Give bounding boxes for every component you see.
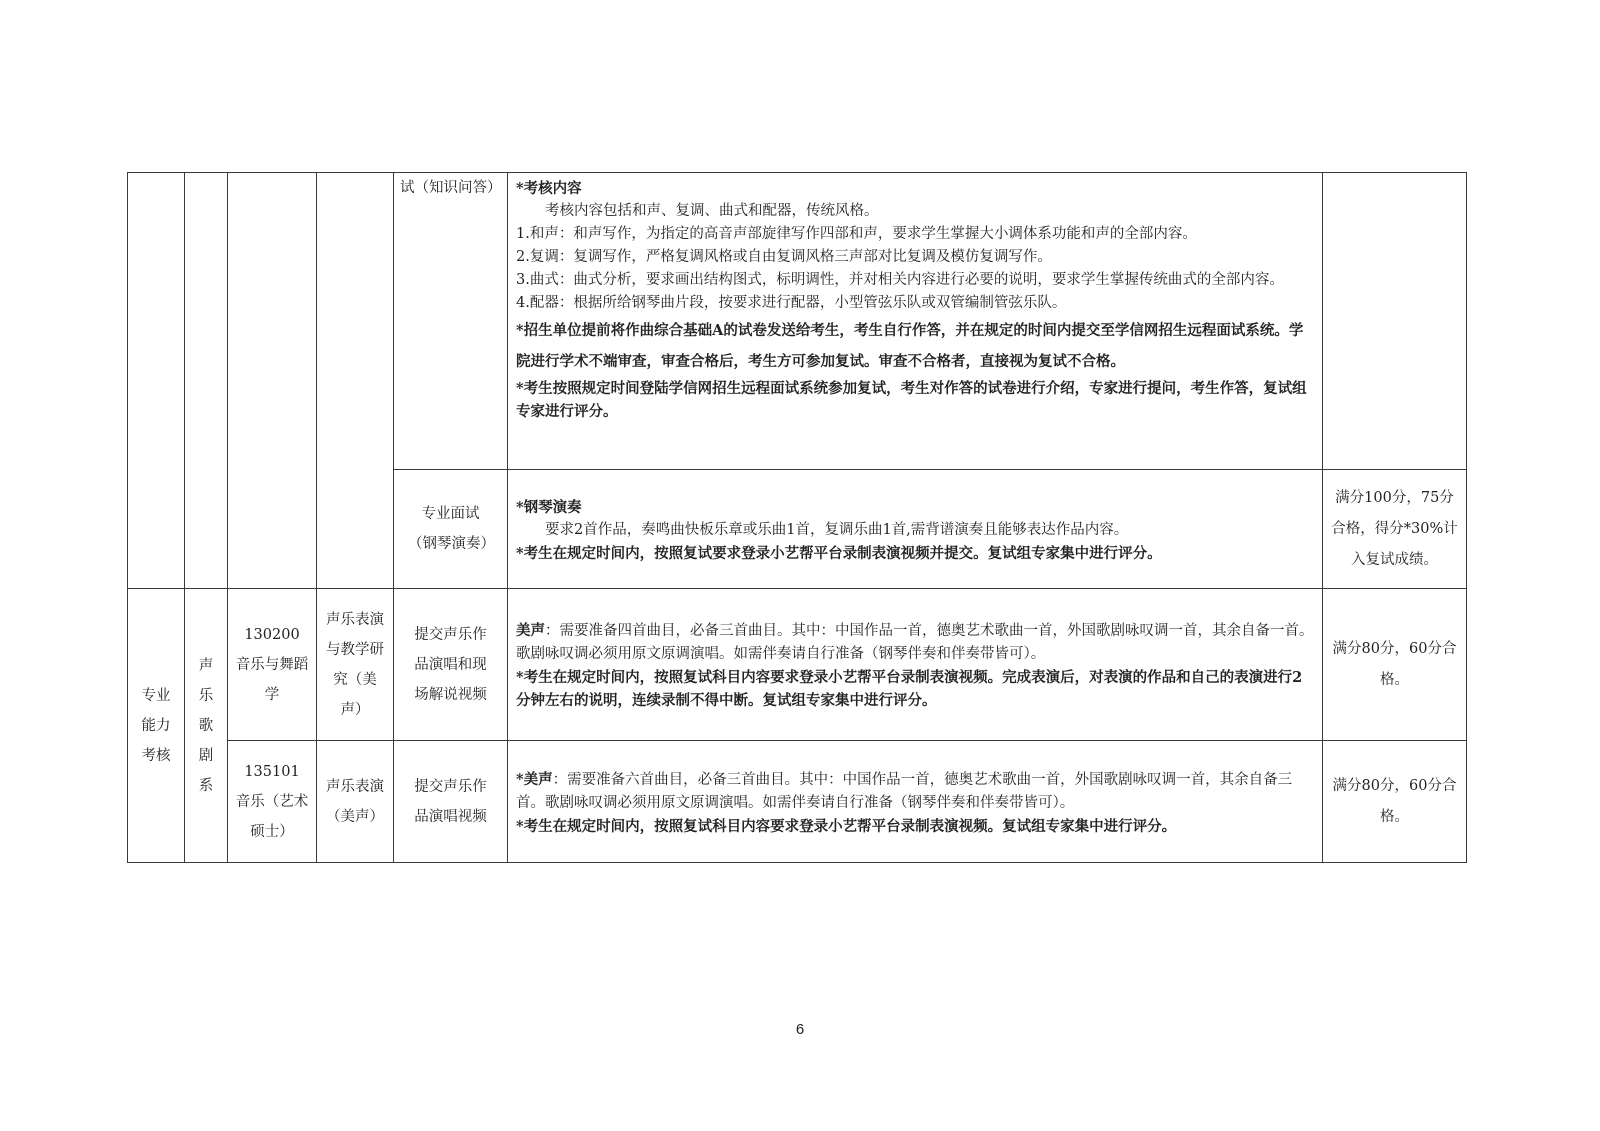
content-title: *考核内容 [516,180,582,197]
exam-name: 提交声乐作品演唱视频 [414,778,487,825]
admission-exam-table [127,172,1467,863]
note-paragraph: *考生在规定时间内，按照复试要求登录小艺帮平台录制表演视频并提交。复试组专家集中进行评分。 [516,544,1162,562]
note-paragraph: *招生单位提前将作曲综合基础A的试卷发送给考生，考生自行作答，并在规定的时间内提交至学信网招生远程面试系统。学院进行学术不端审查，审查合格后，考生方可参加复试。审查不合格者，直接视为复试不合格。 [516,322,1304,370]
table-row [128,173,1467,470]
exam-name: 试（知识问答） [400,180,502,196]
content-title: *钢琴演奏 [516,498,582,516]
major-code: 135101 [244,763,300,780]
category-label: 专业能力考核 [141,687,171,764]
exam-name-cell [394,470,508,589]
direction-cell-empty [317,173,394,589]
direction-label: 声乐表演与教学研究（美声） [326,611,384,718]
content-cell [508,470,1323,589]
score-text: 满分100分，75分合格，得分*30%计入复试成绩。 [1331,489,1458,568]
note-paragraph: *考生在规定时间内，按照复试科目内容要求登录小艺帮平台录制表演视频。完成表演后，对表演的作品和自己的表演进行2分钟左右的说明，连续录制不得中断。复试组专家集中进行评分。 [516,669,1303,709]
content-item: 3.曲式：曲式分析，要求画出结构图式，标明调性，并对相关内容进行必要的说明，要求学生掌握传统曲式的全部内容。 [516,272,1284,288]
content-label: 美声 [516,622,545,639]
score-cell [1323,589,1467,741]
table-row [128,741,1467,863]
page-number: 6 [795,1021,805,1038]
score-text: 满分80分，60分合格。 [1332,777,1457,825]
content-item: 1.和声：和声写作，为指定的高音声部旋律写作四部和声，要求学生掌握大小调体系功能和声的全部内容。 [516,226,1197,242]
content-intro: 考核内容包括和声、复调、曲式和配器，传统风格。 [545,203,879,219]
department-label: 声乐歌剧系 [198,657,214,794]
major-cell-empty [228,173,317,589]
score-text: 满分80分，60分合格。 [1332,640,1457,688]
score-cell [1323,741,1467,863]
direction-cell [317,741,394,863]
major-code: 130200 [244,626,300,643]
table-row [128,589,1467,741]
content-label: *美声 [516,770,553,788]
content-body: 要求2首作品，奏鸣曲快板乐章或乐曲1首，复调乐曲1首,需背谱演奏且能够表达作品内容。 [545,521,1129,538]
exam-name-cell [394,589,508,741]
score-cell-empty [1323,173,1467,470]
content-cell [508,173,1323,470]
exam-name: 提交声乐作品演唱和现场解说视频 [414,626,487,703]
content-cell [508,589,1323,741]
direction-label: 声乐表演（美声） [326,778,384,825]
exam-name-cell [394,741,508,863]
content-body: ：需要准备六首曲目，必备三首曲目。其中：中国作品一首，德奥艺术歌曲一首，外国歌剧咏叹调一首，其余自备三首。歌剧咏叹调必须用原文原调演唱。如需伴奏请自行准备（钢琴伴奏和伴奏带皆可）。 [516,771,1293,811]
content-item: 2.复调：复调写作，严格复调风格或自由复调风格三声部对比复调及模仿复调写作。 [516,249,1052,265]
category-cell [128,589,185,863]
category-cell-empty [128,173,185,589]
content-body: ：需要准备四首曲目，必备三首曲目。其中：中国作品一首，德奥艺术歌曲一首，外国歌剧咏叹调一首，其余自备一首。歌剧咏叹调必须用原文原调演唱。如需伴奏请自行准备（钢琴伴奏和伴奏带皆可）。 [516,623,1314,662]
content-item: 4.配器：根据所给钢琴曲片段，按要求进行配器，小型管弦乐队或双管编制管弦乐队。 [516,295,1067,311]
major-name: 音乐（艺术硕士） [235,793,309,840]
exam-name-cell [394,173,508,470]
major-cell [228,589,317,741]
note-paragraph: *考生按照规定时间登陆学信网招生远程面试系统参加复试，考生对作答的试卷进行介绍，专家进行提问，考生作答，复试组专家进行评分。 [516,380,1307,420]
major-cell [228,741,317,863]
exam-name: 专业面试（钢琴演奏） [408,506,495,552]
department-cell [185,589,228,863]
direction-cell [317,589,394,741]
content-cell [508,741,1323,863]
note-paragraph: *考生在规定时间内，按照复试科目内容要求登录小艺帮平台录制表演视频。复试组专家集中进行评分。 [516,817,1177,835]
major-name: 音乐与舞蹈学 [235,656,309,703]
department-cell-empty [185,173,228,589]
score-cell [1323,470,1467,589]
